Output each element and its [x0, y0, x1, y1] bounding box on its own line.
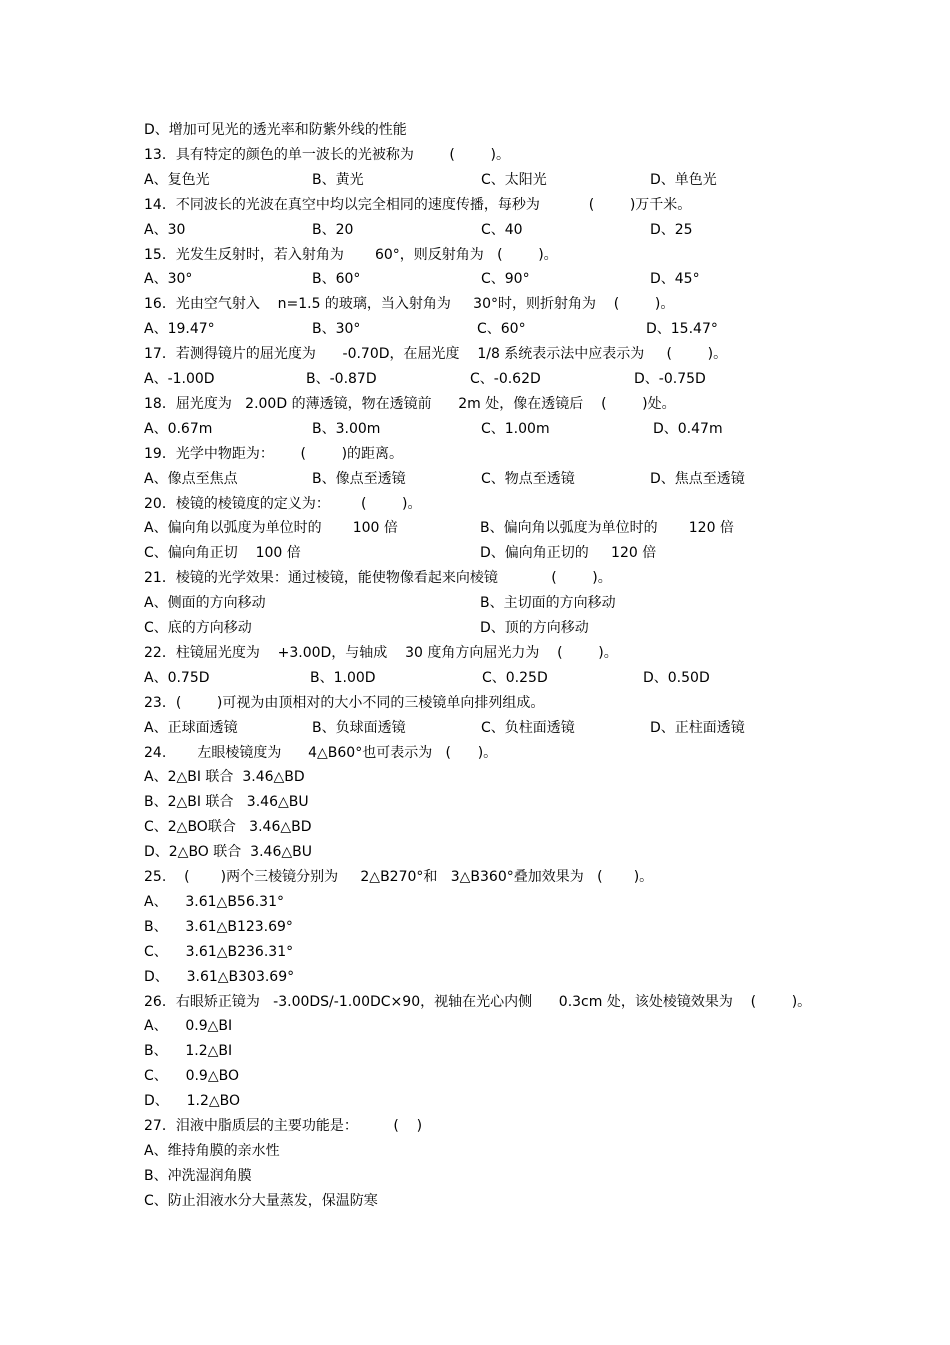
- line-text: D、 3.61△B303.69°: [144, 968, 295, 985]
- option-text: C、太阳光: [481, 171, 547, 188]
- option-text: D、单色光: [650, 171, 717, 188]
- line-text: A、2△BI 联合 3.46△BD: [144, 769, 305, 786]
- option-text: D、焦点至透镜: [650, 470, 745, 487]
- option-text: C、1.00m: [481, 420, 550, 437]
- line-text: 22．柱镜屈光度为 +3.00D，与轴成 30 度角方向屈光力为 ( )。: [144, 644, 618, 661]
- option-text: B、3.00m: [312, 420, 381, 437]
- line-text: A、 0.9△BI: [144, 1018, 233, 1035]
- line-text: 24. 左眼棱镜度为 4△B60°也可表示为 ( )。: [144, 744, 498, 761]
- line-text: D、 1.2△BO: [144, 1093, 240, 1110]
- option-text: A、-1.00D: [144, 371, 215, 387]
- option-text: B、负球面透镜: [312, 719, 406, 736]
- line-text: B、冲洗湿润角膜: [144, 1167, 252, 1184]
- line-text: C、 3.61△B236.31°: [144, 943, 294, 960]
- option-text: A、0.67m: [144, 420, 213, 437]
- option-text: C、物点至透镜: [481, 470, 575, 487]
- option-text: A、侧面的方向移动: [144, 595, 266, 612]
- line-text: 20．棱镜的棱镜度的定义为： ( )。: [144, 495, 422, 512]
- option-text: A、30°: [144, 271, 193, 288]
- option-text: D、-0.75D: [634, 371, 706, 387]
- option-text: D、顶的方向移动: [480, 620, 589, 636]
- line-text: 16．光由空气射入 n=1.5 的玻璃，当入射角为 30°时，则折射角为 ( )。: [144, 296, 675, 313]
- option-text: D、25: [650, 221, 693, 238]
- option-text: B、20: [312, 221, 354, 238]
- line-text: B、2△BI 联合 3.46△BU: [144, 794, 309, 811]
- line-text: 19．光学中物距为： ( )的距离。: [144, 445, 404, 462]
- option-text: A、像点至焦点: [144, 470, 238, 487]
- line-text: 14．不同波长的光波在真空中均以完全相同的速度传播，每秒为 ( )万千米。: [144, 196, 692, 213]
- line-text: 27．泪液中脂质层的主要功能是： ( ): [144, 1118, 423, 1134]
- line-text: C、防止泪液水分大量蒸发，保温防寒: [144, 1192, 378, 1209]
- line-text: D、增加可见光的透光率和防紫外线的性能: [144, 122, 407, 138]
- option-text: C、底的方向移动: [144, 620, 252, 636]
- option-text: B、主切面的方向移动: [480, 595, 616, 612]
- option-text: B、黄光: [312, 171, 364, 188]
- option-text: B、偏向角以弧度为单位时的 120 倍: [480, 520, 734, 537]
- line-text: A、 3.61△B56.31°: [144, 893, 284, 910]
- option-text: B、30°: [312, 321, 361, 338]
- option-text: C、偏向角正切 100 倍: [144, 545, 301, 562]
- line-text: 23．( )可视为由顶相对的大小不同的三棱镜单向排列组成。: [144, 694, 545, 711]
- option-text: C、负柱面透镜: [481, 719, 575, 736]
- line-text: 13．具有特定的颜色的单一波长的光被称为 ( )。: [144, 146, 510, 163]
- line-text: C、2△BO联合 3.46△BD: [144, 819, 312, 836]
- line-text: 25. ( )两个三棱镜分别为 2△B270°和 3△B360°叠加效果为 ( )。: [144, 869, 654, 885]
- line-text: 18．屈光度为 2.00D 的薄透镜，物在透镜前 2m 处，像在透镜后 ( )处。: [144, 395, 676, 412]
- option-text: D、15.47°: [646, 321, 718, 338]
- line-text: B、 1.2△BI: [144, 1043, 233, 1060]
- option-text: A、复色光: [144, 171, 210, 188]
- option-text: B、-0.87D: [306, 371, 377, 387]
- line-text: B、 3.61△B123.69°: [144, 918, 293, 935]
- option-text: A、0.75D: [144, 669, 210, 686]
- option-text: A、19.47°: [144, 321, 215, 338]
- line-text: C、 0.9△BO: [144, 1068, 239, 1085]
- option-text: C、60°: [477, 321, 526, 338]
- line-text: 21．棱镜的光学效果：通过棱镜，能使物像看起来向棱镜 ( )。: [144, 570, 612, 587]
- option-text: A、正球面透镜: [144, 719, 238, 736]
- option-text: A、偏向角以弧度为单位时的 100 倍: [144, 520, 398, 537]
- option-text: D、偏向角正切的 120 倍: [480, 545, 657, 562]
- option-text: C、0.25D: [482, 669, 548, 686]
- option-text: D、0.47m: [653, 420, 723, 437]
- option-text: B、60°: [312, 271, 361, 288]
- line-text: 26．右眼矫正镜为 -3.00DS/-1.00DC×90，视轴在光心内侧 0.3cm 处，该处棱镜效果为 ( )。: [144, 993, 812, 1010]
- option-text: C、90°: [481, 271, 530, 288]
- option-text: B、像点至透镜: [312, 470, 406, 487]
- option-text: D、45°: [650, 271, 700, 288]
- line-text: 17．若测得镜片的屈光度为 -0.70D，在屈光度 1/8 系统表示法中应表示为 ( )。: [144, 346, 728, 363]
- option-text: A、30: [144, 221, 186, 238]
- option-text: C、40: [481, 221, 523, 238]
- option-text: D、正柱面透镜: [650, 719, 745, 736]
- option-text: D、0.50D: [643, 669, 710, 686]
- line-text: A、维持角膜的亲水性: [144, 1142, 280, 1159]
- line-text: D、2△BO 联合 3.46△BU: [144, 844, 312, 861]
- option-text: C、-0.62D: [470, 371, 541, 387]
- option-text: B、1.00D: [310, 669, 376, 686]
- line-text: 15．光发生反射时，若入射角为 60°，则反射角为 ( )。: [144, 246, 558, 263]
